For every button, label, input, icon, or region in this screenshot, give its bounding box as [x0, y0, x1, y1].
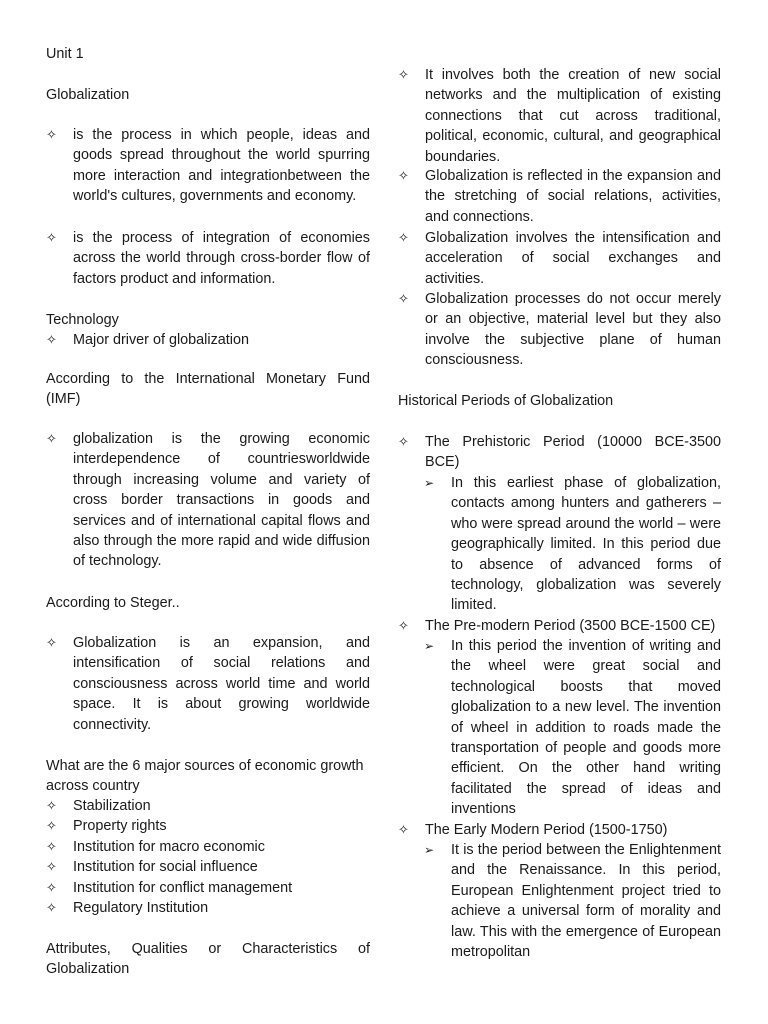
- list-item: ➢ In this earliest phase of globalization, contacts among hunters and gatherers – who were spread around the world – were geographically limited. In this period due to absence of advanced forms of technology, globalization was severely limited.: [424, 475, 721, 614]
- list-item: ✧ globalization is the growing economic interdependence of countriesworldwide through increasing volume and variety of cross border transactions in goods and services and of international capital flows and also through the more rapid and wide diffusion of technology.: [46, 431, 370, 570]
- list-item: ✧ is the process of integration of economies across the world through cross-border flow of factors product and information.: [46, 230, 370, 287]
- star-bullet-icon: ✧: [46, 798, 57, 813]
- unit-label: Unit 1: [46, 46, 84, 62]
- list-item: ✧ Property rights: [46, 816, 370, 836]
- list-item: ✧ is the process in which people, ideas and goods spread throughout the world spurring more interaction and integrationbetween the world's cultures, governments and economy.: [46, 127, 370, 205]
- attributes-heading: Attributes, Qualities or Characteristics of Globalization: [46, 941, 370, 978]
- sources-heading: What are the 6 major sources of economic growth across country: [46, 758, 364, 795]
- periods-heading: Historical Periods of Globalization: [398, 393, 614, 409]
- star-bullet-icon: ✧: [46, 635, 57, 650]
- arrow-bullet-icon: ➢: [424, 639, 435, 653]
- star-bullet-icon: ✧: [46, 332, 57, 347]
- list-item: ✧ Regulatory Institution: [46, 898, 370, 918]
- section-title: Globalization: [46, 87, 130, 103]
- star-bullet-icon: ✧: [46, 127, 57, 142]
- list-item: ✧ Globalization is an expansion, and intensification of social relations and consciousness across world time and world space. It is about growing worldwide connectivity.: [46, 635, 370, 733]
- star-bullet-icon: ✧: [398, 168, 409, 183]
- star-bullet-icon: ✧: [46, 880, 57, 895]
- list-item: ➢ It is the period between the Enlightenment and the Renaissance. In this period, European Enlightenment project tried to achieve a universal form of morality and law. This with the emergence of European metropolitan: [424, 842, 721, 961]
- star-bullet-icon: ✧: [398, 434, 409, 449]
- star-bullet-icon: ✧: [46, 900, 57, 915]
- star-bullet-icon: ✧: [46, 230, 57, 245]
- list-item: ➢ In this period the invention of writing and the wheel were great social and technological boosts that moved globalization to a new level. The invention of wheel in addition to roads made the transportation of people and goods more efficient. On the other hand writing facilitated the spread of ideas and inventions: [424, 638, 722, 818]
- star-bullet-icon: ✧: [46, 859, 57, 874]
- list-item: ✧ Institution for macro economic: [46, 837, 370, 857]
- imf-heading: According to the International Monetary Fund (IMF): [46, 371, 370, 408]
- technology-heading: Technology: [46, 312, 119, 328]
- star-bullet-icon: ✧: [398, 822, 409, 837]
- star-bullet-icon: ✧: [46, 818, 57, 833]
- period-early-modern: ✧ The Early Modern Period (1500-1750): [398, 820, 721, 840]
- star-bullet-icon: ✧: [398, 618, 409, 633]
- list-item: ✧ Major driver of globalization: [46, 330, 370, 350]
- list-item: ✧ Globalization is reflected in the expansion and the stretching of social relations, activities, and connections.: [398, 168, 721, 225]
- period-prehistoric: ✧ The Prehistoric Period (10000 BCE-3500 BCE): [398, 434, 721, 471]
- star-bullet-icon: ✧: [398, 291, 409, 306]
- period-premodern: ✧ The Pre-modern Period (3500 BCE-1500 CE): [398, 616, 721, 636]
- imf-term: globalization: [73, 431, 154, 447]
- arrow-bullet-icon: ➢: [424, 843, 435, 857]
- star-bullet-icon: ✧: [398, 67, 409, 82]
- list-item: ✧ It involves both the creation of new social networks and the multiplication of existing connections that cut across traditional, political, economic, cultural, and geographical boundaries.: [398, 67, 721, 165]
- star-bullet-icon: ✧: [46, 839, 57, 854]
- list-item: ✧ Institution for social influence: [46, 857, 370, 877]
- star-bullet-icon: ✧: [46, 431, 57, 446]
- list-item: ✧ Institution for conflict management: [46, 878, 370, 898]
- list-item: ✧ Globalization processes do not occur merely or an objective, material level but they also involve the subjective plane of human consciousness.: [398, 291, 721, 369]
- list-item: ✧ Globalization involves the intensification and acceleration of social exchanges and activities.: [398, 230, 721, 287]
- steger-heading: According to Steger..: [46, 595, 180, 611]
- list-item: ✧ Stabilization: [46, 796, 370, 816]
- arrow-bullet-icon: ➢: [424, 476, 435, 490]
- star-bullet-icon: ✧: [398, 230, 409, 245]
